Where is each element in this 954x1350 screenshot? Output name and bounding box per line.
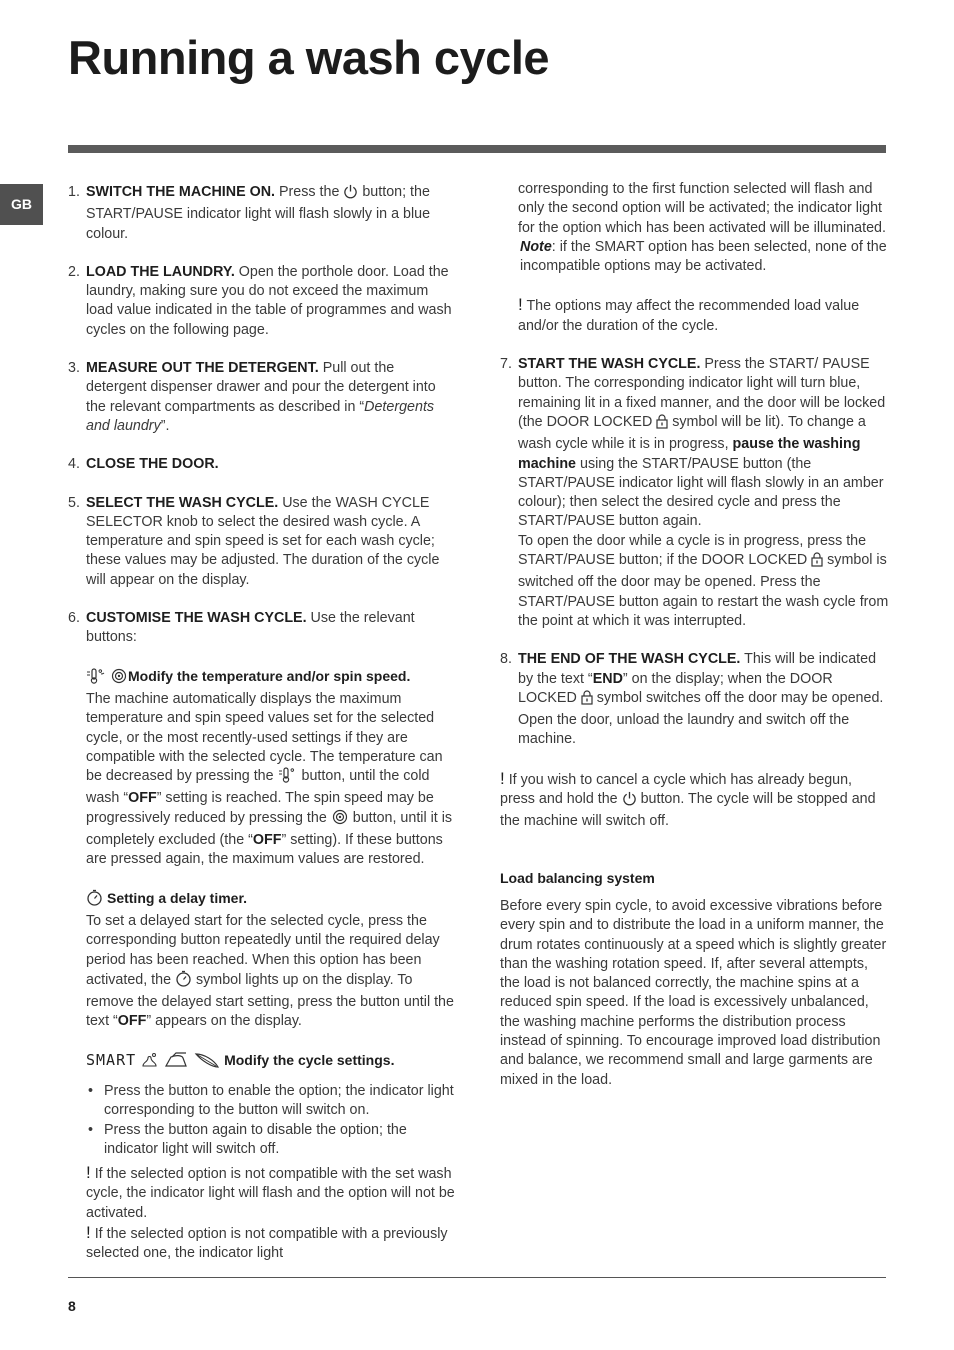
step-heading: THE END OF THE WASH CYCLE. bbox=[518, 651, 741, 668]
delay-text: To set a delayed start for the selected cycle, press the corresponding button repeatedly until the required delay period has been reached. When this option has been activated, the bbox=[86, 912, 440, 988]
step-text: symbol switches off the door may be opened. Open the door, unload the laundry and switch off the machine. bbox=[518, 689, 884, 748]
list-item: • Press the button again to disable the option; the indicator light will switch off. bbox=[86, 1121, 456, 1160]
step-8 bbox=[500, 650, 890, 749]
warning-icon: ! bbox=[518, 295, 523, 315]
step-number: 8. bbox=[500, 651, 512, 668]
footer-rule bbox=[68, 1277, 886, 1278]
step-text: ”. bbox=[160, 417, 170, 434]
step-number: 1. bbox=[68, 184, 80, 200]
temperature-text: button, until it is completely excluded (the “ bbox=[86, 809, 453, 849]
cycle-settings-list bbox=[86, 1082, 456, 1159]
step-5 bbox=[68, 494, 456, 590]
temperature-text: The machine automatically displays the maximum temperature and spin speed values set for the selected cycle, or the most recently-used settings if they are compatible with the selected cycle. The temperature can be decreased by pressing the bbox=[86, 690, 443, 785]
pause-instruction: pause the washing machine bbox=[518, 436, 861, 472]
page-title: Running a wash cycle bbox=[68, 31, 550, 84]
temperature-spin-section bbox=[68, 667, 456, 870]
power-icon bbox=[343, 184, 358, 205]
note-text: : if the SMART option has been selected, none of the incompatible options may be activated. bbox=[520, 238, 887, 275]
spin-icon bbox=[331, 809, 349, 831]
off-label: OFF bbox=[117, 1013, 147, 1030]
step-heading: CUSTOMISE THE WASH CYCLE. bbox=[86, 610, 307, 627]
step-number: 4. bbox=[68, 456, 80, 473]
step-text: ” on the display; when the DOOR LOCKED bbox=[518, 670, 833, 706]
step-text: symbol is switched off the door may be opened. Press the START/PAUSE button again to restart the wash cycle from the point at which it was interrupted. bbox=[518, 552, 889, 629]
step-number: 7. bbox=[500, 356, 512, 373]
step-6 bbox=[68, 609, 456, 648]
step-text: button; the START/PAUSE indicator light will flash slowly in a blue colour. bbox=[86, 184, 431, 242]
step-text: using the START/PAUSE button (the START/PAUSE indicator light will flash slowly in an amber colour); then select the desired cycle and press the START/PAUSE button again. bbox=[518, 455, 884, 530]
step-text: Press the bbox=[275, 184, 344, 200]
delay-text: symbol lights up on the display. To remove the delayed start setting, press the button until the text “ bbox=[86, 971, 454, 1030]
delay-timer-icon bbox=[86, 889, 103, 912]
step-2 bbox=[68, 263, 456, 340]
warning-text: button. The cycle will be stopped and the machine will switch off. bbox=[500, 791, 876, 830]
end-label: END bbox=[592, 670, 623, 687]
cancel-warning bbox=[500, 769, 890, 832]
step-4 bbox=[68, 455, 456, 474]
right-column bbox=[500, 180, 890, 1090]
load-balancing-text: Before every spin cycle, to avoid excessive vibrations before every spin and to distribute the load in a uniform manner, the drum rotates continuously at a speed which is slightly greater than the washing rotation speed. If, after several attempts, the load is not balanced correctly, the machine spins at a reduced spin speed. If the load is excessively unbalanced, the washing machine performs the distribution process instead of spinning. To encourage improved load distribution and balance, we recommend small and large garments are mixed in the load. bbox=[500, 897, 887, 1088]
feather-icon bbox=[194, 1052, 220, 1074]
step-number: 5. bbox=[68, 494, 80, 511]
door-locked-icon bbox=[581, 690, 593, 711]
page-number: 8 bbox=[68, 1298, 76, 1314]
load-balancing-heading: Load balancing system bbox=[500, 869, 655, 886]
detergents-reference: Detergents and laundry bbox=[86, 398, 435, 434]
step-heading: SELECT THE WASH CYCLE. bbox=[86, 494, 279, 511]
step-number: 3. bbox=[68, 360, 80, 377]
door-locked-icon bbox=[656, 414, 668, 435]
delay-timer-icon bbox=[175, 970, 192, 993]
delay-text: ” appears on the display. bbox=[146, 1013, 302, 1030]
off-label: OFF bbox=[128, 790, 157, 807]
step-heading: START THE WASH CYCLE. bbox=[518, 356, 701, 373]
delay-timer-heading: Setting a delay timer. bbox=[106, 889, 248, 906]
temperature-text: button, until the cold wash “ bbox=[86, 768, 430, 807]
step-1 bbox=[68, 183, 456, 244]
step-text: Press the START/ PAUSE button. The corresponding indicator light will turn blue, remaining lit in a fixed manner, and the door will be locked (the DOOR LOCKED bbox=[518, 356, 886, 430]
step-7 bbox=[500, 355, 890, 631]
step-text: symbol will be lit). To change a wash cycle while it is in progress, bbox=[518, 413, 866, 453]
step-text: Pull out the detergent dispenser drawer and pour the detergent into the relevant compartments as described in “ bbox=[86, 360, 436, 415]
left-column bbox=[68, 183, 456, 1264]
step-3 bbox=[68, 359, 456, 436]
cycle-settings-section bbox=[68, 1051, 456, 1264]
temperature-icon bbox=[278, 767, 298, 789]
step-text: Use the relevant buttons: bbox=[86, 610, 415, 646]
iron-icon bbox=[164, 1052, 190, 1074]
step-number: 6. bbox=[68, 610, 80, 627]
warning-text: If the selected option is not compatible with a previously selected one, the indicator light bbox=[86, 1226, 448, 1262]
warning-icon: ! bbox=[86, 1223, 91, 1243]
temperature-text: ” setting). If these buttons are pressed again, the maximum values are restored. bbox=[86, 832, 443, 868]
power-icon bbox=[622, 791, 637, 812]
temperature-spin-heading: Modify the temperature and/or spin speed. bbox=[127, 667, 411, 684]
step-text: Open the porthole door. Load the laundry, making sure you do not exceed the maximum load value indicated in the table of programmes and wash cycles on the following page. bbox=[86, 263, 452, 338]
off-label: OFF bbox=[252, 832, 282, 849]
cycle-settings-heading: Modify the cycle settings. bbox=[224, 1051, 395, 1068]
delay-timer-section bbox=[68, 889, 456, 1032]
header-rule bbox=[68, 145, 886, 153]
stain-icon bbox=[140, 1052, 160, 1074]
spin-icon bbox=[110, 668, 128, 690]
step-heading: LOAD THE LAUNDRY. bbox=[86, 263, 235, 280]
step-text: This will be indicated by the text “ bbox=[518, 651, 877, 687]
warning-text: The options may affect the recommended load value and/or the duration of the cycle. bbox=[518, 298, 860, 334]
temperature-text: ” setting is reached. The spin speed may be progressively reduced by pressing the bbox=[86, 790, 434, 826]
note-label: Note bbox=[520, 238, 552, 255]
continued-text: corresponding to the first function selected will flash and only the second option will be activated; the indicator light for the option which has been activated will be illuminated. bbox=[518, 181, 886, 236]
step-text: Use the WASH CYCLE SELECTOR knob to select the desired wash cycle. A temperature and spin speed is set for each wash cycle; these values may be adjusted. The duration of the cycle will appear on the display. bbox=[86, 494, 440, 588]
step-heading: CLOSE THE DOOR. bbox=[86, 456, 219, 473]
step-number: 2. bbox=[68, 263, 80, 280]
warning-text: If you wish to cancel a cycle which has already begun, press and hold the bbox=[500, 771, 853, 808]
step-text: To open the door while a cycle is in progress, press the START/PAUSE button; if the DOOR LOCKED bbox=[518, 532, 867, 569]
door-locked-icon bbox=[811, 552, 823, 573]
warning-text: If the selected option is not compatible with the set wash cycle, the indicator light will flash and the option will not be activated. bbox=[86, 1166, 455, 1221]
language-tab: GB bbox=[0, 184, 43, 225]
step-heading: SWITCH THE MACHINE ON. bbox=[86, 184, 276, 200]
list-item: • Press the button to enable the option; the indicator light corresponding to the button will switch on. bbox=[86, 1082, 456, 1121]
warning-icon: ! bbox=[500, 768, 505, 788]
warning-icon: ! bbox=[86, 1163, 91, 1183]
smart-label: SMART bbox=[86, 1050, 137, 1069]
step-heading: MEASURE OUT THE DETERGENT. bbox=[86, 360, 319, 377]
temperature-icon bbox=[86, 668, 106, 690]
